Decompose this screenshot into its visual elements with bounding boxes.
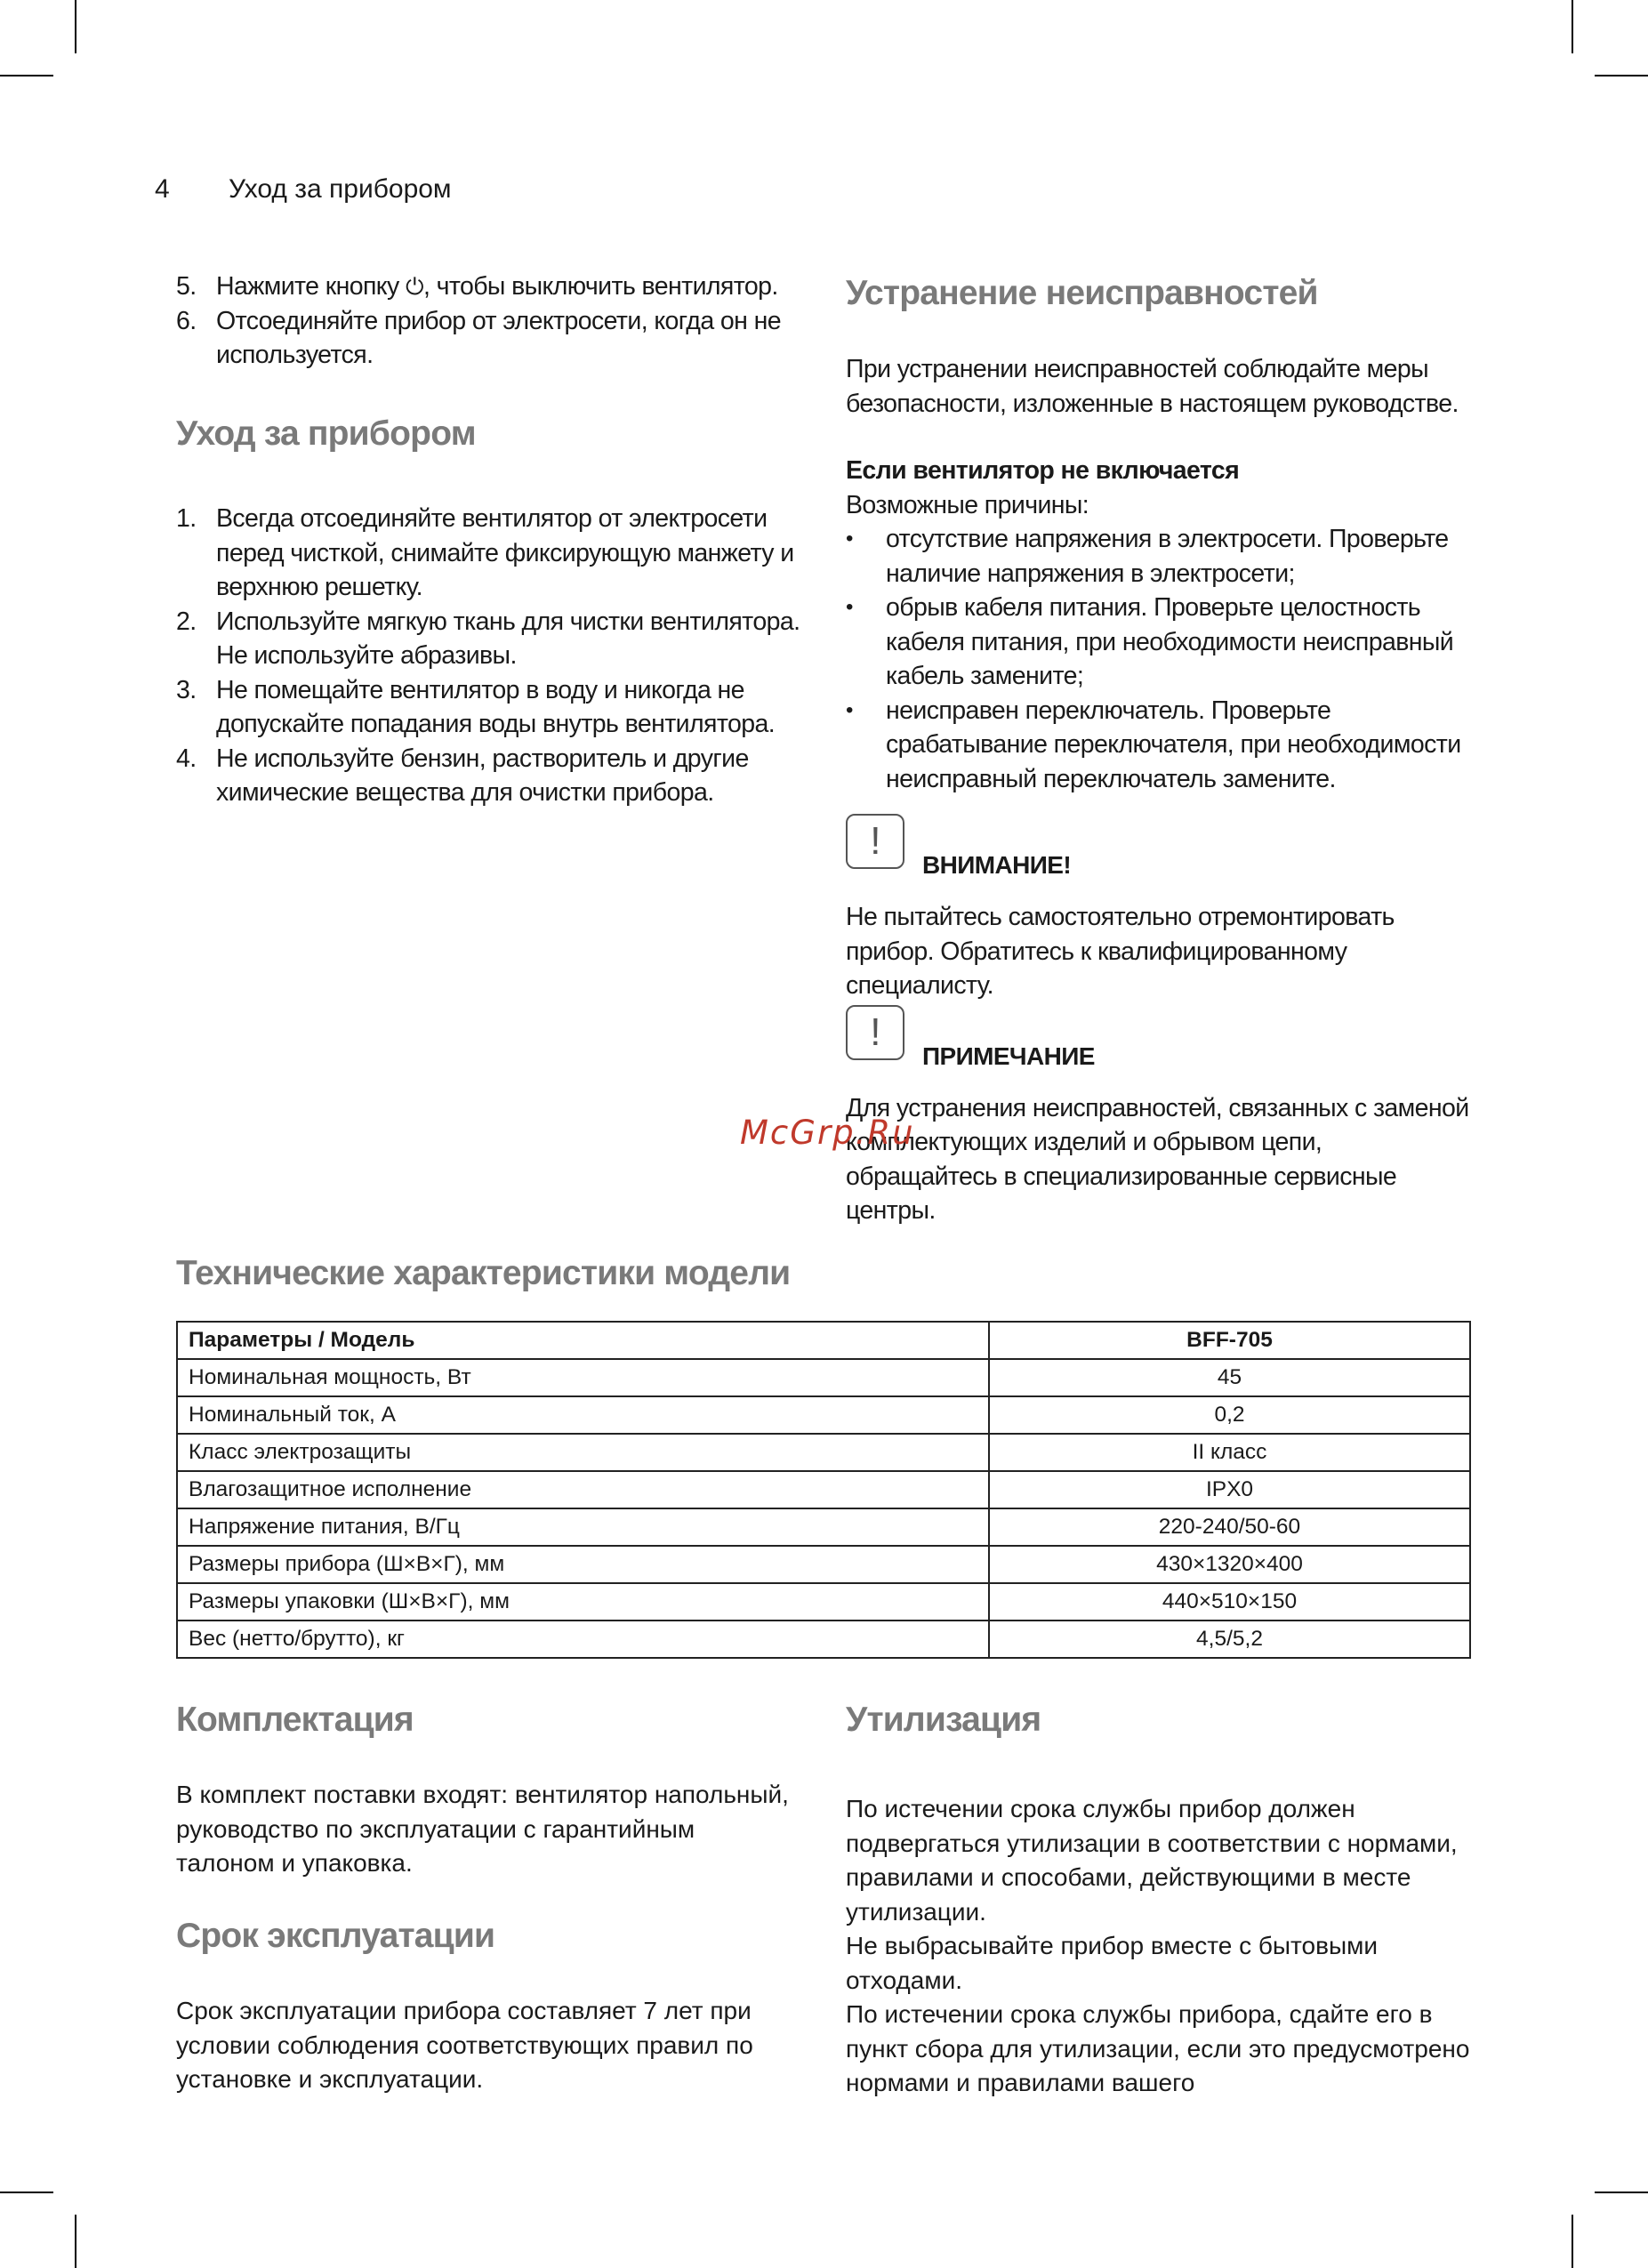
- crop-mark: [75, 0, 76, 53]
- warning-text: Не пытайтесь самостоятельно отремонтировать прибор. Обратитесь к квалифицированному специалисту.: [846, 903, 1395, 1000]
- table-row: [177, 1546, 1470, 1583]
- table-cell: 430×1320×400: [989, 1546, 1470, 1583]
- crop-mark: [1572, 0, 1573, 53]
- disposal-section: [846, 1699, 1479, 1741]
- table-cell: 0,2: [989, 1396, 1470, 1434]
- list-item: 5. Нажмите кнопку ⏻, чтобы выключить вентилятор.: [176, 272, 778, 301]
- table-row: [177, 1621, 1470, 1658]
- crop-mark: [1595, 2192, 1648, 2193]
- section-heading: Устранение неисправностей: [846, 274, 1318, 312]
- paragraph: Не выбрасывайте прибор вместе с бытовыми отходами.: [846, 1932, 1379, 1994]
- crop-mark: [75, 2215, 76, 2268]
- note-header: [846, 1005, 1479, 1070]
- list-item: 3. Не помещайте вентилятор в воду и никогда не допускайте попадания воды внутрь вентилятора.: [176, 675, 776, 738]
- crop-mark: [0, 75, 53, 76]
- care-list: [176, 502, 809, 810]
- paragraph: По истечении срока службы прибор должен подвергаться утилизации в соответствии с нормами, правилами и способами, действующими в месте утилизации.: [846, 1795, 1458, 1926]
- warning-header: [846, 814, 1479, 879]
- list-item: 2. Используйте мягкую ткань для чистки вентилятора. Не используйте абразивы.: [176, 607, 800, 670]
- lifetime-section: [176, 1915, 809, 1958]
- specs-section: [176, 1252, 1065, 1295]
- exclamation-icon: !: [846, 814, 904, 869]
- table-cell: Параметры / Модель: [177, 1322, 989, 1359]
- paragraph: При устранении неисправностей соблюдайте меры безопасности, изложенные в настоящем руководстве.: [846, 355, 1459, 418]
- table-cell: Напряжение питания, В/Гц: [177, 1508, 989, 1546]
- table-row: [177, 1471, 1470, 1508]
- table-cell: Номинальный ток, А: [177, 1396, 989, 1434]
- list-item: • отсутствие напряжения в электросети. Проверьте наличие напряжения в электросети;: [846, 525, 1449, 588]
- table-cell: Класс электрозащиты: [177, 1434, 989, 1471]
- package-section: [176, 1699, 809, 1741]
- crop-mark: [1595, 75, 1648, 76]
- table-row: [177, 1583, 1470, 1621]
- section-heading: Технические характеристики модели: [176, 1254, 791, 1292]
- list-item: 1. Всегда отсоединяйте вентилятор от электросети перед чисткой, снимайте фиксирующую манжету и верхнюю решетку.: [176, 504, 794, 601]
- crop-mark: [0, 2192, 53, 2193]
- specs-table: [176, 1321, 1471, 1659]
- paragraph: По истечении срока службы прибора, сдайте его в пункт сбора для утилизации, если это предусмотрено нормами и правилами вашего: [846, 2000, 1470, 2096]
- lifetime-text: Срок эксплуатации прибора составляет 7 лет при условии соблюдения соответствующих правил по установке и эксплуатации.: [176, 1997, 753, 2093]
- section-heading: Срок эксплуатации: [176, 1917, 495, 1955]
- warning-title: ВНИМАНИЕ!: [922, 851, 1072, 879]
- causes-label: Возможные причины:: [846, 490, 1089, 519]
- section-heading: Комплектация: [176, 1701, 414, 1739]
- section-heading: Утилизация: [846, 1701, 1041, 1739]
- list-item: 6. Отсоединяйте прибор от электросети, когда он не используется.: [176, 306, 781, 369]
- troubleshooting-section: [846, 272, 1479, 315]
- table-cell: 4,5/5,2: [989, 1621, 1470, 1658]
- package-text: В комплект поставки входят: вентилятор напольный, руководство по эксплуатации с гарантийным талоном и упаковка.: [176, 1781, 789, 1877]
- exclamation-icon: !: [846, 1005, 904, 1060]
- disposal-text: [846, 1792, 1479, 2101]
- power-icon: ⏻: [405, 273, 423, 300]
- running-header: Уход за прибором: [229, 174, 452, 204]
- troubleshooting-body: [846, 352, 1479, 1228]
- table-row: [177, 1434, 1470, 1471]
- table-cell: IPX0: [989, 1471, 1470, 1508]
- crop-mark: [1572, 2215, 1573, 2268]
- table-cell: 440×510×150: [989, 1583, 1470, 1621]
- case-title: Если вентилятор не включается: [846, 456, 1240, 485]
- section-heading: Уход за прибором: [176, 414, 476, 453]
- table-row: [177, 1396, 1470, 1434]
- table-cell: 220-240/50-60: [989, 1508, 1470, 1546]
- table-cell: II класс: [989, 1434, 1470, 1471]
- page-number: 4: [155, 174, 170, 204]
- steps-continued: [176, 269, 809, 373]
- table-cell: Вес (нетто/брутто), кг: [177, 1621, 989, 1658]
- table-cell: Номинальная мощность, Вт: [177, 1359, 989, 1396]
- care-section: [176, 413, 809, 455]
- table-cell: BFF-705: [989, 1322, 1470, 1359]
- note-title: ПРИМЕЧАНИЕ: [922, 1042, 1095, 1070]
- list-item: 4. Не используйте бензин, растворитель и другие химические вещества для очистки прибора.: [176, 744, 749, 807]
- table-cell: Влагозащитное исполнение: [177, 1471, 989, 1508]
- list-item: • неисправен переключатель. Проверьте срабатывание переключателя, при необходимости неисправный переключатель замените.: [846, 696, 1461, 793]
- table-cell: Размеры упаковки (Ш×В×Г), мм: [177, 1583, 989, 1621]
- table-row: [177, 1508, 1470, 1546]
- watermark: McGrp.Ru: [740, 1114, 915, 1152]
- list-item: • обрыв кабеля питания. Проверьте целостность кабеля питания, при необходимости неисправный кабель замените;: [846, 593, 1454, 690]
- table-cell: Размеры прибора (Ш×В×Г), мм: [177, 1546, 989, 1583]
- table-row: [177, 1359, 1470, 1396]
- table-cell: 45: [989, 1359, 1470, 1396]
- table-header-row: [177, 1322, 1470, 1359]
- note-text: Для устранения неисправностей, связанных с заменой комплектующих изделий и обрывом цепи, обращайтесь в специализированные сервисные центры.: [846, 1093, 1469, 1225]
